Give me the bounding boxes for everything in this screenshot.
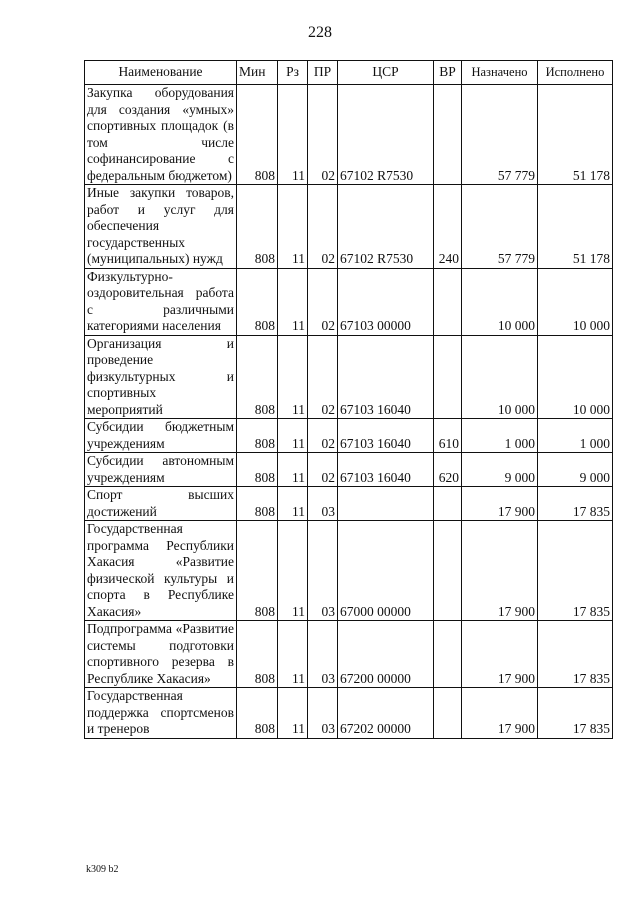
cell-min: 808 xyxy=(237,453,278,487)
header-min: Мин xyxy=(237,61,278,85)
table-row xyxy=(85,419,613,453)
header-assigned: Назначено xyxy=(462,61,538,85)
cell-csr: 67103 00000 xyxy=(338,268,434,335)
cell-pr: 02 xyxy=(308,453,338,487)
header-vr: ВР xyxy=(434,61,462,85)
cell-csr: 67102 R7530 xyxy=(338,185,434,269)
cell-csr: 67000 00000 xyxy=(338,521,434,621)
cell-vr xyxy=(434,335,462,419)
cell-assigned: 57 779 xyxy=(462,185,538,269)
cell-name: Организация и проведение физкультурных и спортивных мероприятий xyxy=(85,335,237,419)
cell-vr xyxy=(434,85,462,185)
cell-min: 808 xyxy=(237,419,278,453)
cell-executed: 10 000 xyxy=(538,268,613,335)
cell-pr: 02 xyxy=(308,335,338,419)
page-number: 228 xyxy=(308,24,332,41)
header-csr: ЦСР xyxy=(338,61,434,85)
cell-vr: 620 xyxy=(434,453,462,487)
cell-min: 808 xyxy=(237,521,278,621)
cell-assigned: 17 900 xyxy=(462,688,538,739)
cell-name: Иные закупки товаров, работ и услуг для обеспечения государственных (муниципальных) нужд xyxy=(85,185,237,269)
cell-pr: 02 xyxy=(308,185,338,269)
header-executed: Исполнено xyxy=(538,61,613,85)
cell-name: Субсидии бюджетным учреждениям xyxy=(85,419,237,453)
cell-min: 808 xyxy=(237,85,278,185)
table-row xyxy=(85,453,613,487)
header-name: Наименование xyxy=(85,61,237,85)
cell-rz: 11 xyxy=(278,268,308,335)
cell-pr: 02 xyxy=(308,419,338,453)
table-row xyxy=(85,335,613,419)
cell-min: 808 xyxy=(237,487,278,521)
cell-vr: 610 xyxy=(434,419,462,453)
cell-min: 808 xyxy=(237,185,278,269)
cell-executed: 17 835 xyxy=(538,487,613,521)
cell-name: Закупка оборудования для создания «умных» спортивных площадок (в том числе софинансирование с федеральным бюджетом) xyxy=(85,85,237,185)
cell-assigned: 57 779 xyxy=(462,85,538,185)
cell-executed: 17 835 xyxy=(538,621,613,688)
cell-csr: 67103 16040 xyxy=(338,453,434,487)
cell-name: Спорт высших достижений xyxy=(85,487,237,521)
cell-csr: 67103 16040 xyxy=(338,335,434,419)
cell-min: 808 xyxy=(237,335,278,419)
cell-assigned: 1 000 xyxy=(462,419,538,453)
cell-csr: 67202 00000 xyxy=(338,688,434,739)
cell-vr xyxy=(434,621,462,688)
cell-rz: 11 xyxy=(278,453,308,487)
cell-name: Субсидии автономным учреждениям xyxy=(85,453,237,487)
cell-executed: 17 835 xyxy=(538,688,613,739)
cell-csr: 67102 R7530 xyxy=(338,85,434,185)
cell-executed: 17 835 xyxy=(538,521,613,621)
cell-name: Подпрограмма «Развитие системы подготовки спортивного резерва в Республике Хакасия» xyxy=(85,621,237,688)
header-rz: Рз xyxy=(278,61,308,85)
cell-assigned: 17 900 xyxy=(462,487,538,521)
cell-pr: 02 xyxy=(308,85,338,185)
cell-min: 808 xyxy=(237,268,278,335)
cell-assigned: 10 000 xyxy=(462,268,538,335)
cell-rz: 11 xyxy=(278,688,308,739)
cell-csr: 67103 16040 xyxy=(338,419,434,453)
cell-name: Государственная поддержка спортсменов и тренеров xyxy=(85,688,237,739)
cell-vr xyxy=(434,487,462,521)
cell-name: Физкультурно-оздоровительная работа с различными категориями населения xyxy=(85,268,237,335)
cell-assigned: 17 900 xyxy=(462,621,538,688)
cell-assigned: 17 900 xyxy=(462,521,538,621)
cell-pr: 03 xyxy=(308,521,338,621)
cell-csr: 67200 00000 xyxy=(338,621,434,688)
table-row xyxy=(85,185,613,269)
header-pr: ПР xyxy=(308,61,338,85)
cell-assigned: 9 000 xyxy=(462,453,538,487)
cell-rz: 11 xyxy=(278,521,308,621)
cell-min: 808 xyxy=(237,621,278,688)
table-row xyxy=(85,85,613,185)
cell-rz: 11 xyxy=(278,335,308,419)
cell-pr: 03 xyxy=(308,621,338,688)
table-header-row xyxy=(85,61,613,85)
cell-rz: 11 xyxy=(278,85,308,185)
cell-pr: 03 xyxy=(308,688,338,739)
cell-executed: 51 178 xyxy=(538,185,613,269)
table-row xyxy=(85,688,613,739)
cell-rz: 11 xyxy=(278,487,308,521)
cell-vr xyxy=(434,268,462,335)
budget-table xyxy=(84,60,613,739)
cell-vr: 240 xyxy=(434,185,462,269)
cell-executed: 1 000 xyxy=(538,419,613,453)
cell-vr xyxy=(434,521,462,621)
cell-assigned: 10 000 xyxy=(462,335,538,419)
cell-vr xyxy=(434,688,462,739)
table-row xyxy=(85,621,613,688)
cell-executed: 10 000 xyxy=(538,335,613,419)
cell-pr: 02 xyxy=(308,268,338,335)
cell-pr: 03 xyxy=(308,487,338,521)
footer-code: k309 b2 xyxy=(86,864,119,875)
cell-rz: 11 xyxy=(278,419,308,453)
table-row xyxy=(85,268,613,335)
table-row xyxy=(85,487,613,521)
cell-csr xyxy=(338,487,434,521)
cell-name: Государственная программа Республики Хакасия «Развитие физической культуры и спорта в Республике Хакасия» xyxy=(85,521,237,621)
cell-min: 808 xyxy=(237,688,278,739)
cell-rz: 11 xyxy=(278,621,308,688)
cell-rz: 11 xyxy=(278,185,308,269)
cell-executed: 51 178 xyxy=(538,85,613,185)
table-row xyxy=(85,521,613,621)
cell-executed: 9 000 xyxy=(538,453,613,487)
